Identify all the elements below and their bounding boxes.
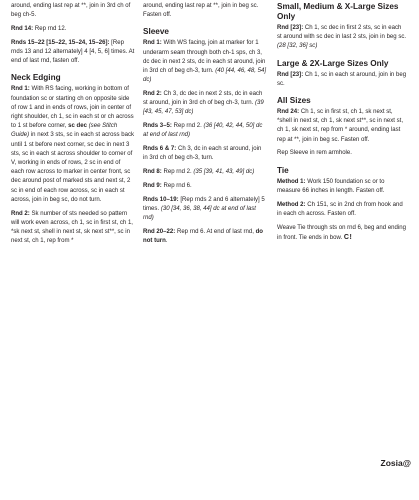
body-text: Work 150 foundation sc or to measure 66 inches in length. Fasten off. [277,178,385,194]
round-label: Rnds 6 & 7: [143,146,177,153]
paragraph-method-2 [277,201,407,219]
paragraph-rep-sleeve [277,149,407,158]
body-text: With WS facing, join at marker for 1 underarm seam through both ch-1 sps, ch 3, dc dec in next 2 sts, dc in each st around, join in 3rd ch of beg ch-3, turn. [143,40,266,75]
body-text: Ch 1, sc in first st, ch 1, sk next st, *shell in next st, ch 1, sk next st**, sc in next st, ch 1, sk next st, rep from * around, ending last rep at **, join in beg sc. Fasten off. [277,109,404,143]
section-heading-all-sizes: All Sizes [277,96,311,106]
section-heading-tie: Tie [277,165,289,175]
body-text: With RS facing, working in bottom of foundation sc or starting ch on opposite side of row 1 and in ends of rows, join in center of right shoulder, ch 1, sc in each st or ch across to 1 st before corner, [11,86,134,130]
body-text: Rep rnd 2. [161,169,194,176]
body-text: Sk number of sts needed so pattern will work even across, ch 1, sc in first st, ch 1, *sk next st, shell in next st, sk next st**, sc in next st, ch 1, rep from * [11,210,133,245]
round-label: Rnd [23]: [277,71,304,78]
round-label: Rnds 15–22 [15–22, 15–24, 15–26]: [11,39,110,46]
paragraph-weave-tie [277,224,407,243]
emphasis-text: do not turn [143,229,263,245]
body-text: Rep rnd 6. At end of last rnd, [175,229,256,236]
paragraph-rnd-9 [143,182,267,191]
method-label: Method 1: [277,178,306,185]
body-text: Rep Sleeve in rem armhole. [277,150,352,157]
section-heading-small-medium-xlarge: Small, Medium & X-Large Sizes Only [277,2,399,21]
paragraph-rnds-10-19 [143,196,267,224]
round-label: Rnd 9: [143,183,162,190]
method-label: Method 2: [277,201,306,208]
column-2 [143,2,267,251]
body-text: Rep rnd 6. [161,183,192,190]
paragraph-rnd-1 [143,39,267,85]
body-text: around, ending last rep at **, join in beg sc. Fasten off. [143,3,259,19]
paragraph-rnds-3-5 [143,122,267,140]
paragraph-rnds-15-22 [11,39,135,67]
body-text: Ch 3, dc dec in next 2 sts, dc in each st around, join in 3rd ch of beg ch-3, turn. [143,91,263,107]
stitch-count: (35 [39, 41, 43, 49] dc) [193,169,255,176]
stitch-count: (39 [43, 45, 47, 53] dc) [143,100,264,116]
paragraph-rnd-2 [143,90,267,118]
body-text: Ch 1, sc dec in first 2 sts, sc in each st around with sc dec in last 2 sts, join in beg sc. [277,25,407,41]
body-text: Weave Tie through sts on rnd 6, beg and ending in front. Tie ends in bow. [277,224,406,241]
paragraph-rnd-8 [143,168,267,177]
publisher-footer: Zosia@ [380,458,411,468]
section-heading-neck-edging: Neck Edging [11,73,61,83]
paragraph [11,2,135,20]
body-text: Ch 151, sc in 2nd ch from hook and in each ch across. Fasten off. [277,201,403,217]
paragraph-rnd-1 [11,85,135,205]
paragraph-rnd-24 [277,108,407,145]
stitch-count: (28 [32, 36] sc) [277,43,318,50]
round-label: Rnds 10–19: [143,196,179,203]
paragraph-rnd-23 [277,24,407,52]
round-label: Rnd 8: [143,169,162,176]
paragraph-rnd-20-22 [143,228,267,246]
round-label: Rnd 24: [277,109,300,116]
body-text: Rep rnd 12. [33,26,67,32]
body-text: around, ending last rep at **, join in 3rd ch of beg ch-5. [11,3,131,19]
body-text: . [165,238,168,245]
body-text: in next 3 sts, sc in each st across back until 1 st before next corner, sc dec in next 3 sts, sc in each st across shoulder to corner of V, working in ends of rows, 2 sc in end of each row across to marker in center front, sc dec around post of marked sts and next st, 2 sc in end of each row across, sc in each st across, join in beg sc, do not turn. [11,132,135,203]
column-1 [11,2,135,251]
stitch-count: (36 [40, 42, 44, 50] dc at end of last rnd) [143,123,263,139]
round-label: Rnd 1: [143,40,162,47]
section-heading-large-2xlarge: Large & 2X-Large Sizes Only [277,58,389,68]
section-heading-sleeve: Sleeve [143,27,169,37]
end-mark-icon: C! [343,233,353,241]
stitch-count: (30 [34, 36, 38, 44] dc at end of last rnd) [143,206,256,222]
stitch-term: sc dec [68,123,87,130]
body-text: Ch 1, sc in each st around, join in beg sc. [277,71,407,87]
stitch-guide-note: (see Stitch Guide) [11,123,118,139]
round-label: Rnds 3–5: [143,123,172,130]
body-text: Ch 3, dc in each st around, join in 3rd ch of beg ch-3, turn. [143,146,262,162]
paragraph-rnd-23-large [277,71,407,89]
paragraph [143,2,267,20]
paragraph-rnds-6-7 [143,145,267,163]
round-label: Rnd [23]: [277,25,304,31]
paragraph-method-1 [277,178,407,196]
paragraph-rnd-2 [11,210,135,247]
round-label: Rnd 1: [11,86,30,93]
body-text: [Rep rnds 13 and 12 alternately] 4 [4, 5, 6] times. At end of last rnd, fasten off. [11,39,135,65]
round-label: Rnd 20–22: [143,229,176,236]
round-label: Rnd 14: [11,26,34,32]
body-text: [Rep rnds 2 and 6 alternately] 5 times. [143,196,265,213]
paragraph-rnd-14 [11,25,135,34]
stitch-count: (40 [44, 46, 48, 54] dc) [143,68,267,84]
body-text: Rep rnd 2. [171,123,204,130]
round-label: Rnd 2: [11,210,30,217]
round-label: Rnd 2: [143,91,162,98]
column-3 [277,2,407,248]
